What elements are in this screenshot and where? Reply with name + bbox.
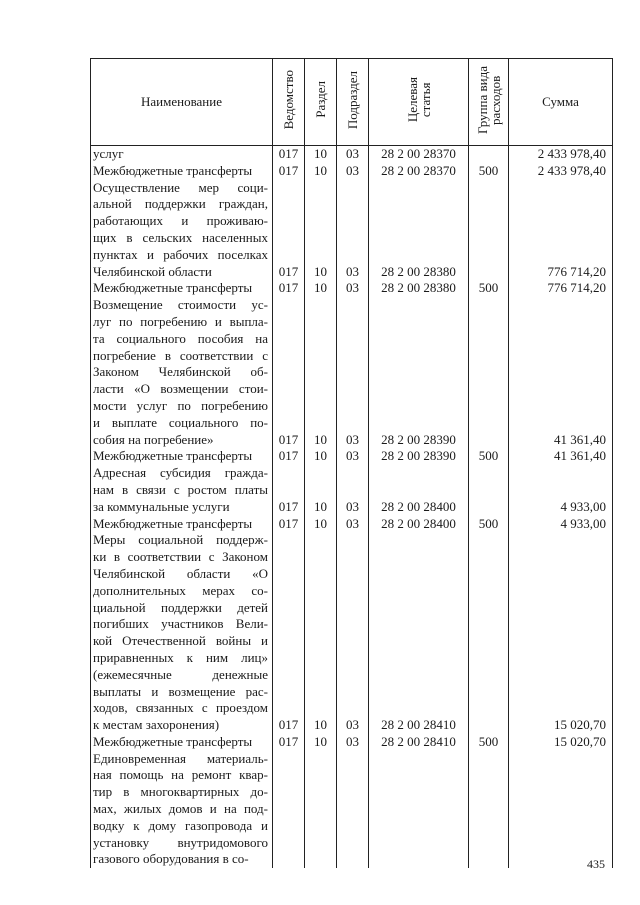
cell-target-article <box>369 532 469 734</box>
table-row <box>91 751 613 869</box>
cell-sum <box>509 180 613 281</box>
cell-sum-value: 4 933,00 <box>560 498 606 514</box>
name-line: Межбюджетные трансферты <box>93 448 253 464</box>
name-line: Межбюджетные трансферты <box>93 280 253 296</box>
cell-expense-group <box>469 180 509 281</box>
cell-sum-value: 4 933,00 <box>560 515 606 531</box>
cell-razdel-value: 10 <box>314 498 327 514</box>
cell-expense-group <box>469 751 509 869</box>
cell-podrazdel-value: 03 <box>346 733 359 749</box>
name-line: ласти «О возмещении стои- <box>93 381 268 397</box>
cell-sum <box>509 751 613 869</box>
table-body <box>91 146 613 869</box>
table-row <box>91 448 613 465</box>
table-row <box>91 297 613 448</box>
cell-razdel-value: 10 <box>314 146 327 161</box>
name-line: циальной поддержки детей <box>93 599 268 615</box>
name-line: луг по погребению и выпла- <box>93 313 268 329</box>
name-line: Челябинской области «О <box>93 565 268 581</box>
cell-target-article-value: 28 2 00 28410 <box>381 717 456 733</box>
name-line: Межбюджетные трансферты <box>93 162 253 178</box>
header-expense-group: Группа вида расходов <box>469 59 509 146</box>
cell-target-article-value: 28 2 00 28380 <box>381 280 456 296</box>
cell-razdel <box>305 163 337 180</box>
cell-razdel <box>305 532 337 734</box>
name-line: за коммунальные услуги <box>93 498 230 514</box>
name-line: собия на погребение» <box>93 431 214 447</box>
cell-expense-group-value: 500 <box>478 733 499 749</box>
cell-podrazdel <box>337 516 369 533</box>
cell-razdel-value: 10 <box>314 733 327 749</box>
cell-name <box>91 734 273 751</box>
header-podrazdel: Подраздел <box>337 59 369 146</box>
cell-razdel <box>305 146 337 163</box>
cell-target-article <box>369 280 469 297</box>
name-line: щих в сельских населенных <box>93 229 268 245</box>
cell-expense-group-value: 500 <box>478 515 499 531</box>
cell-target-article <box>369 734 469 751</box>
name-line: газового оборудования в со- <box>93 851 249 867</box>
name-line: Меры социальной поддерж- <box>93 532 268 548</box>
cell-name <box>91 751 273 869</box>
cell-podrazdel <box>337 146 369 163</box>
cell-sum <box>509 734 613 751</box>
cell-sum <box>509 163 613 180</box>
cell-expense-group <box>469 146 509 163</box>
cell-podrazdel <box>337 280 369 297</box>
cell-podrazdel <box>337 532 369 734</box>
cell-podrazdel <box>337 163 369 180</box>
name-line: к местам захоронения) <box>93 717 220 733</box>
cell-sum-value: 776 714,20 <box>547 280 606 296</box>
cell-vedomstvo-value: 017 <box>278 498 299 514</box>
cell-expense-group-value: 500 <box>478 280 499 296</box>
budget-table <box>90 58 613 868</box>
cell-sum-value: 41 361,40 <box>554 448 606 464</box>
cell-podrazdel <box>337 751 369 869</box>
table-row <box>91 146 613 163</box>
cell-razdel <box>305 465 337 515</box>
cell-target-article-value: 28 2 00 28410 <box>381 733 456 749</box>
name-line: тир в многоквартирных до- <box>93 784 268 800</box>
name-line: мах, жилых домов и на под- <box>93 801 268 817</box>
cell-target-article-value: 28 2 00 28370 <box>381 146 456 161</box>
cell-vedomstvo <box>273 465 305 515</box>
cell-expense-group <box>469 516 509 533</box>
cell-vedomstvo-value: 017 <box>278 263 299 279</box>
cell-name <box>91 532 273 734</box>
table-row <box>91 465 613 515</box>
cell-name <box>91 280 273 297</box>
cell-vedomstvo-value: 017 <box>278 515 299 531</box>
cell-name <box>91 516 273 533</box>
name-line: Челябинской области <box>93 263 212 279</box>
cell-name <box>91 163 273 180</box>
cell-target-article-value: 28 2 00 28370 <box>381 162 456 178</box>
name-line: погибших участников Вели- <box>93 616 268 632</box>
cell-podrazdel-value: 03 <box>346 717 359 733</box>
cell-sum-value: 776 714,20 <box>547 263 606 279</box>
cell-target-article-value: 28 2 00 28400 <box>381 498 456 514</box>
cell-vedomstvo <box>273 180 305 281</box>
cell-expense-group <box>469 297 509 448</box>
cell-target-article <box>369 180 469 281</box>
cell-razdel-value: 10 <box>314 431 327 447</box>
cell-razdel <box>305 734 337 751</box>
cell-podrazdel-value: 03 <box>346 280 359 296</box>
cell-vedomstvo <box>273 734 305 751</box>
name-line: ная помощь на ремонт квар- <box>93 767 268 783</box>
name-line: работающих и проживаю- <box>93 213 268 229</box>
cell-podrazdel-value: 03 <box>346 498 359 514</box>
cell-vedomstvo <box>273 532 305 734</box>
cell-sum <box>509 532 613 734</box>
cell-podrazdel <box>337 448 369 465</box>
cell-razdel <box>305 180 337 281</box>
table-row <box>91 532 613 734</box>
cell-target-article <box>369 465 469 515</box>
cell-podrazdel-value: 03 <box>346 431 359 447</box>
name-line: Законом Челябинской об- <box>93 364 268 380</box>
cell-vedomstvo-value: 017 <box>278 162 299 178</box>
cell-razdel <box>305 297 337 448</box>
name-line: услуг <box>93 146 124 161</box>
cell-sum-value: 41 361,40 <box>554 431 606 447</box>
cell-expense-group <box>469 532 509 734</box>
cell-sum-value: 15 020,70 <box>554 717 606 733</box>
name-line: ходов, связанных с проездом <box>93 700 268 716</box>
name-line: установку внутридомового <box>93 834 268 850</box>
cell-target-article <box>369 297 469 448</box>
cell-target-article <box>369 448 469 465</box>
cell-vedomstvo <box>273 516 305 533</box>
cell-target-article <box>369 146 469 163</box>
cell-expense-group <box>469 163 509 180</box>
name-line: альной поддержки граждан, <box>93 196 268 212</box>
cell-razdel-value: 10 <box>314 717 327 733</box>
name-line: Адресная субсидия гражда- <box>93 465 268 481</box>
table-row <box>91 734 613 751</box>
header-sum: Сумма <box>509 59 613 146</box>
page-number: 435 <box>587 857 605 871</box>
cell-razdel <box>305 516 337 533</box>
cell-name <box>91 146 273 163</box>
cell-vedomstvo <box>273 163 305 180</box>
name-line: Межбюджетные трансферты <box>93 733 253 749</box>
name-line: и выплате социального по- <box>93 414 268 430</box>
header-target-article: Целевая статья <box>369 59 469 146</box>
cell-razdel-value: 10 <box>314 280 327 296</box>
cell-name <box>91 448 273 465</box>
name-line: Осуществление мер соци- <box>93 179 268 195</box>
cell-sum-value: 2 433 978,40 <box>537 146 606 161</box>
cell-razdel <box>305 280 337 297</box>
cell-podrazdel <box>337 180 369 281</box>
cell-razdel-value: 10 <box>314 448 327 464</box>
cell-podrazdel-value: 03 <box>346 448 359 464</box>
cell-expense-group <box>469 465 509 515</box>
name-line: Межбюджетные трансферты <box>93 515 253 531</box>
cell-target-article <box>369 163 469 180</box>
cell-vedomstvo <box>273 280 305 297</box>
cell-sum-value: 15 020,70 <box>554 733 606 749</box>
cell-expense-group <box>469 448 509 465</box>
cell-razdel <box>305 448 337 465</box>
cell-expense-group-value: 500 <box>478 448 499 464</box>
cell-podrazdel <box>337 297 369 448</box>
name-line: нам в связи с ростом платы <box>93 481 268 497</box>
cell-target-article-value: 28 2 00 28390 <box>381 448 456 464</box>
table-row <box>91 180 613 281</box>
cell-name <box>91 297 273 448</box>
name-line: мости услуг по погребению <box>93 397 268 413</box>
cell-vedomstvo <box>273 297 305 448</box>
cell-podrazdel <box>337 734 369 751</box>
name-line: (ежемесячные денежные <box>93 666 268 682</box>
cell-sum-value: 2 433 978,40 <box>537 162 606 178</box>
cell-vedomstvo-value: 017 <box>278 146 299 161</box>
name-line: выплаты и возмещение рас- <box>93 683 268 699</box>
name-line: пунктах и рабочих поселках <box>93 246 268 262</box>
cell-vedomstvo-value: 017 <box>278 431 299 447</box>
cell-expense-group <box>469 280 509 297</box>
cell-expense-group <box>469 734 509 751</box>
cell-podrazdel-value: 03 <box>346 263 359 279</box>
cell-razdel <box>305 751 337 869</box>
cell-razdel-value: 10 <box>314 263 327 279</box>
header-razdel: Раздел <box>305 59 337 146</box>
cell-sum <box>509 280 613 297</box>
name-line: Возмещение стоимости ус- <box>93 297 268 313</box>
table-row <box>91 516 613 533</box>
cell-vedomstvo <box>273 146 305 163</box>
table-header-row <box>91 59 613 146</box>
cell-sum <box>509 448 613 465</box>
cell-podrazdel-value: 03 <box>346 146 359 161</box>
cell-podrazdel <box>337 465 369 515</box>
name-line: та социального пособия на <box>93 330 268 346</box>
cell-vedomstvo-value: 017 <box>278 733 299 749</box>
cell-target-article-value: 28 2 00 28400 <box>381 515 456 531</box>
cell-vedomstvo-value: 017 <box>278 717 299 733</box>
cell-podrazdel-value: 03 <box>346 162 359 178</box>
cell-razdel-value: 10 <box>314 515 327 531</box>
cell-target-article-value: 28 2 00 28380 <box>381 263 456 279</box>
cell-razdel-value: 10 <box>314 162 327 178</box>
header-vedomstvo: Ведомство <box>273 59 305 146</box>
name-line: погребение в соответствии с <box>93 347 268 363</box>
cell-sum <box>509 465 613 515</box>
cell-sum <box>509 146 613 163</box>
name-line: ки в соответствии с Законом <box>93 549 268 565</box>
name-line: кой Отечественной войны и <box>93 633 268 649</box>
cell-target-article <box>369 751 469 869</box>
header-name: Наименование <box>91 59 273 146</box>
cell-vedomstvo-value: 017 <box>278 448 299 464</box>
cell-vedomstvo <box>273 751 305 869</box>
cell-name <box>91 465 273 515</box>
cell-target-article <box>369 516 469 533</box>
table-row <box>91 163 613 180</box>
cell-vedomstvo <box>273 448 305 465</box>
name-line: водку к дому газопровода и <box>93 817 268 833</box>
cell-sum <box>509 516 613 533</box>
name-line: приравненных к ним лиц» <box>93 649 268 665</box>
cell-target-article-value: 28 2 00 28390 <box>381 431 456 447</box>
cell-podrazdel-value: 03 <box>346 515 359 531</box>
cell-name <box>91 180 273 281</box>
name-line: Единовременная материаль- <box>93 750 268 766</box>
cell-vedomstvo-value: 017 <box>278 280 299 296</box>
cell-sum <box>509 297 613 448</box>
table-row <box>91 280 613 297</box>
cell-expense-group-value: 500 <box>478 162 499 178</box>
name-line: дополнительных мерах со- <box>93 582 268 598</box>
